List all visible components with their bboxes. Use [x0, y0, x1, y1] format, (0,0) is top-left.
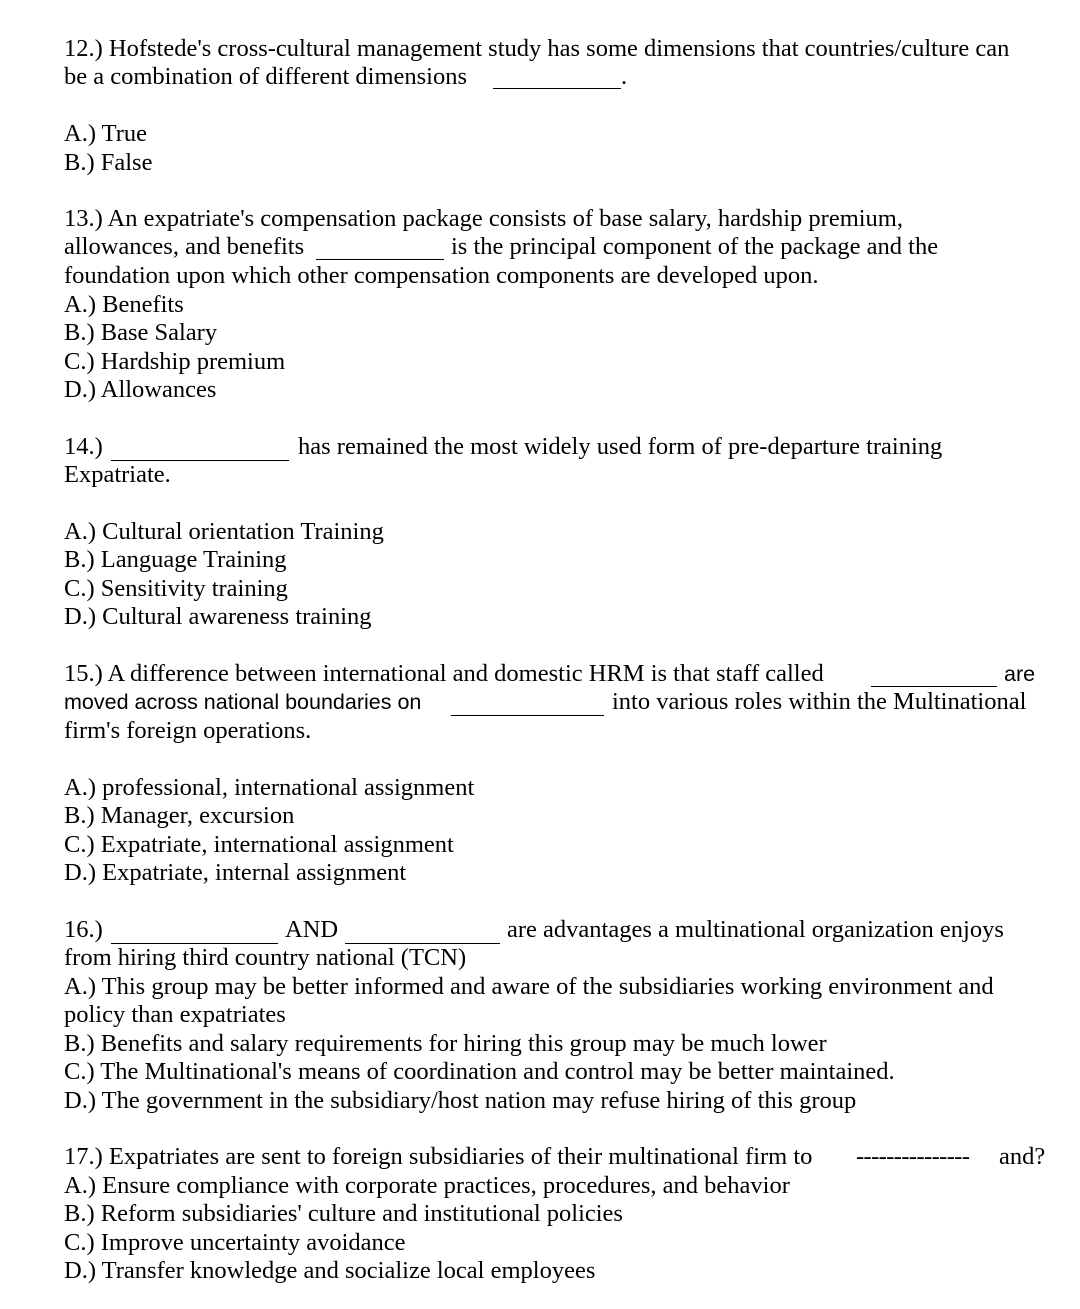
q12-period: .: [621, 63, 628, 90]
q16-option-d: D.) The government in the subsidiary/host nation may refuse hiring of this group: [64, 1087, 857, 1114]
q12-stem-line1: 12.) Hofstede's cross-cultural management study has some dimensions that countries/culture can: [64, 35, 1010, 62]
q14-stem-line2: Expatriate.: [64, 461, 171, 488]
q13-option-d: D.) Allowances: [64, 376, 217, 403]
q13-stem-line3: foundation upon which other compensation components are developed upon.: [64, 262, 819, 289]
q15-stem-line3: firm's foreign operations.: [64, 717, 312, 744]
q14-option-b: B.) Language Training: [64, 546, 287, 573]
q12-answer-blank: [493, 88, 621, 89]
q15-stem-line1: 15.) A difference between international and domestic HRM is that staff called: [64, 660, 824, 687]
q13-stem-line2a: allowances, and benefits: [64, 233, 305, 260]
q12-option-a: A.) True: [64, 120, 148, 147]
q15-option-a: A.) professional, international assignment: [64, 774, 475, 801]
q16-stem: are advantages a multinational organization enjoys: [507, 916, 1004, 943]
q14-option-d: D.) Cultural awareness training: [64, 603, 372, 630]
q14-stem: has remained the most widely used form of pre-departure training: [298, 433, 943, 460]
q16-option-a-line2: policy than expatriates: [64, 1001, 286, 1028]
q15-option-d: D.) Expatriate, internal assignment: [64, 859, 407, 886]
q17-option-a: A.) Ensure compliance with corporate practices, procedures, and behavior: [64, 1172, 790, 1199]
q17-option-c: C.) Improve uncertainty avoidance: [64, 1229, 406, 1256]
q14-number: 14.): [64, 433, 103, 460]
q13-option-a: A.) Benefits: [64, 291, 184, 318]
q17-dashes: ---------------: [856, 1143, 970, 1170]
q16-option-b: B.) Benefits and salary requirements for hiring this group may be much lower: [64, 1030, 827, 1057]
q15-stem-line2b: into various roles within the Multinational: [612, 688, 1027, 715]
q15-stem-line1-end: are: [1004, 662, 1036, 686]
q14-option-c: C.) Sensitivity training: [64, 575, 288, 602]
q12-stem-line2: be a combination of different dimensions: [64, 63, 468, 90]
q12-option-b: B.) False: [64, 149, 153, 176]
q17-option-b: B.) Reform subsidiaries' culture and institutional policies: [64, 1200, 623, 1227]
q15-stem-line2a: moved across national boundaries on: [64, 690, 422, 714]
q15-option-b: B.) Manager, excursion: [64, 802, 295, 829]
q13-option-c: C.) Hardship premium: [64, 348, 286, 375]
q17-stem: 17.) Expatriates are sent to foreign subsidiaries of their multinational firm to: [64, 1143, 813, 1170]
q13-stem-line1: 13.) An expatriate's compensation package consists of base salary, hardship premium,: [64, 205, 903, 232]
q17-stem-end: and?: [999, 1143, 1046, 1170]
q14-option-a: A.) Cultural orientation Training: [64, 518, 384, 545]
q15-answer-blank-2: [451, 715, 604, 716]
q16-number: 16.): [64, 916, 103, 943]
q13-stem-line2b: is the principal component of the package and the: [451, 233, 939, 260]
q16-option-a-line1: A.) This group may be better informed and aware of the subsidiaries working environment and: [64, 973, 994, 1000]
q15-option-c: C.) Expatriate, international assignment: [64, 831, 454, 858]
q13-option-b: B.) Base Salary: [64, 319, 218, 346]
q16-option-c: C.) The Multinational's means of coordination and control may be better maintained.: [64, 1058, 895, 1085]
q17-option-d: D.) Transfer knowledge and socialize local employees: [64, 1257, 596, 1284]
q16-stem-line2: from hiring third country national (TCN): [64, 944, 467, 971]
q16-and-word: AND: [285, 916, 339, 943]
q13-answer-blank: [316, 259, 444, 260]
